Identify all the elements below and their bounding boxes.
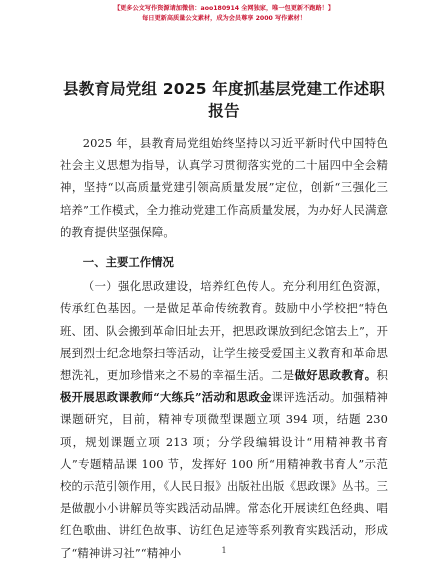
header-banner [0,4,448,24]
page-number: 1 [221,546,227,555]
section-heading-1: 一、主要工作情况 [82,255,174,270]
banner-line-1: 【更多公文写作资源请加微信：aoo180914 全网独家，唯一包更新不跑路！】 [113,5,335,12]
document-body [60,132,388,564]
para2-mid-1: 积 [376,368,388,383]
paragraph-ideology [60,275,388,564]
banner-line-2: 每日更新高质量公文素材，成为会员尊享 2000 写作素材！ [142,15,306,22]
para2-bold-2: 极开展思政课教师“大练兵”活动和思政金 [60,390,272,405]
document-title: 县教育局党组 2025 年度抓基层党建工作述职报告 [62,80,386,120]
para2-lead: （一）强化思政建设，培养红色传人。充分利用红色资源，传承红色基因。一是做足革命传统教育。鼓励中小学校把“特色班、团、队会搬到革命旧址去开，把思政课放到纪念馆去上”，开展到烈士纪念地祭扫等活动，让学生接受爱国主义教育和革命思想洗礼，更加珍惜来之不易的幸福生活。二是 [60,279,388,383]
para2-bold-1: 做好思政教育。 [294,368,377,383]
para2-mid-2: 课评选活动。加强精神课题研究，目前，精神专项微型课题立项 394 项，结题 230 项，规划课题立项 213 项；分学段编辑设计“用精神教书育人”专题精品课 100 节，发挥好 100 所“用精神教书育人”示范校的示范引领作用，《人民日报》出版社出版《思政课》丛书。三是做靓小小讲解员等实践活动品牌。常态化开展读红色经典、唱红色歌曲、讲红色故事、访红色足迹等系列教育实践活动，形成了“精神讲习社”“精神小 [60,390,388,560]
intro-paragraph: 2025 年，县教育局党组始终坚持以习近平新时代中国特色社会主义思想为指导，认真学习贯彻落实党的二十届四中全会精神，坚持“以高质量党建引领高质量发展”定位，创新“三强化三培养”工作模式，全力推动党建工作高质量发展，为办好人民满意的教育提供坚强保障。 [60,136,388,239]
